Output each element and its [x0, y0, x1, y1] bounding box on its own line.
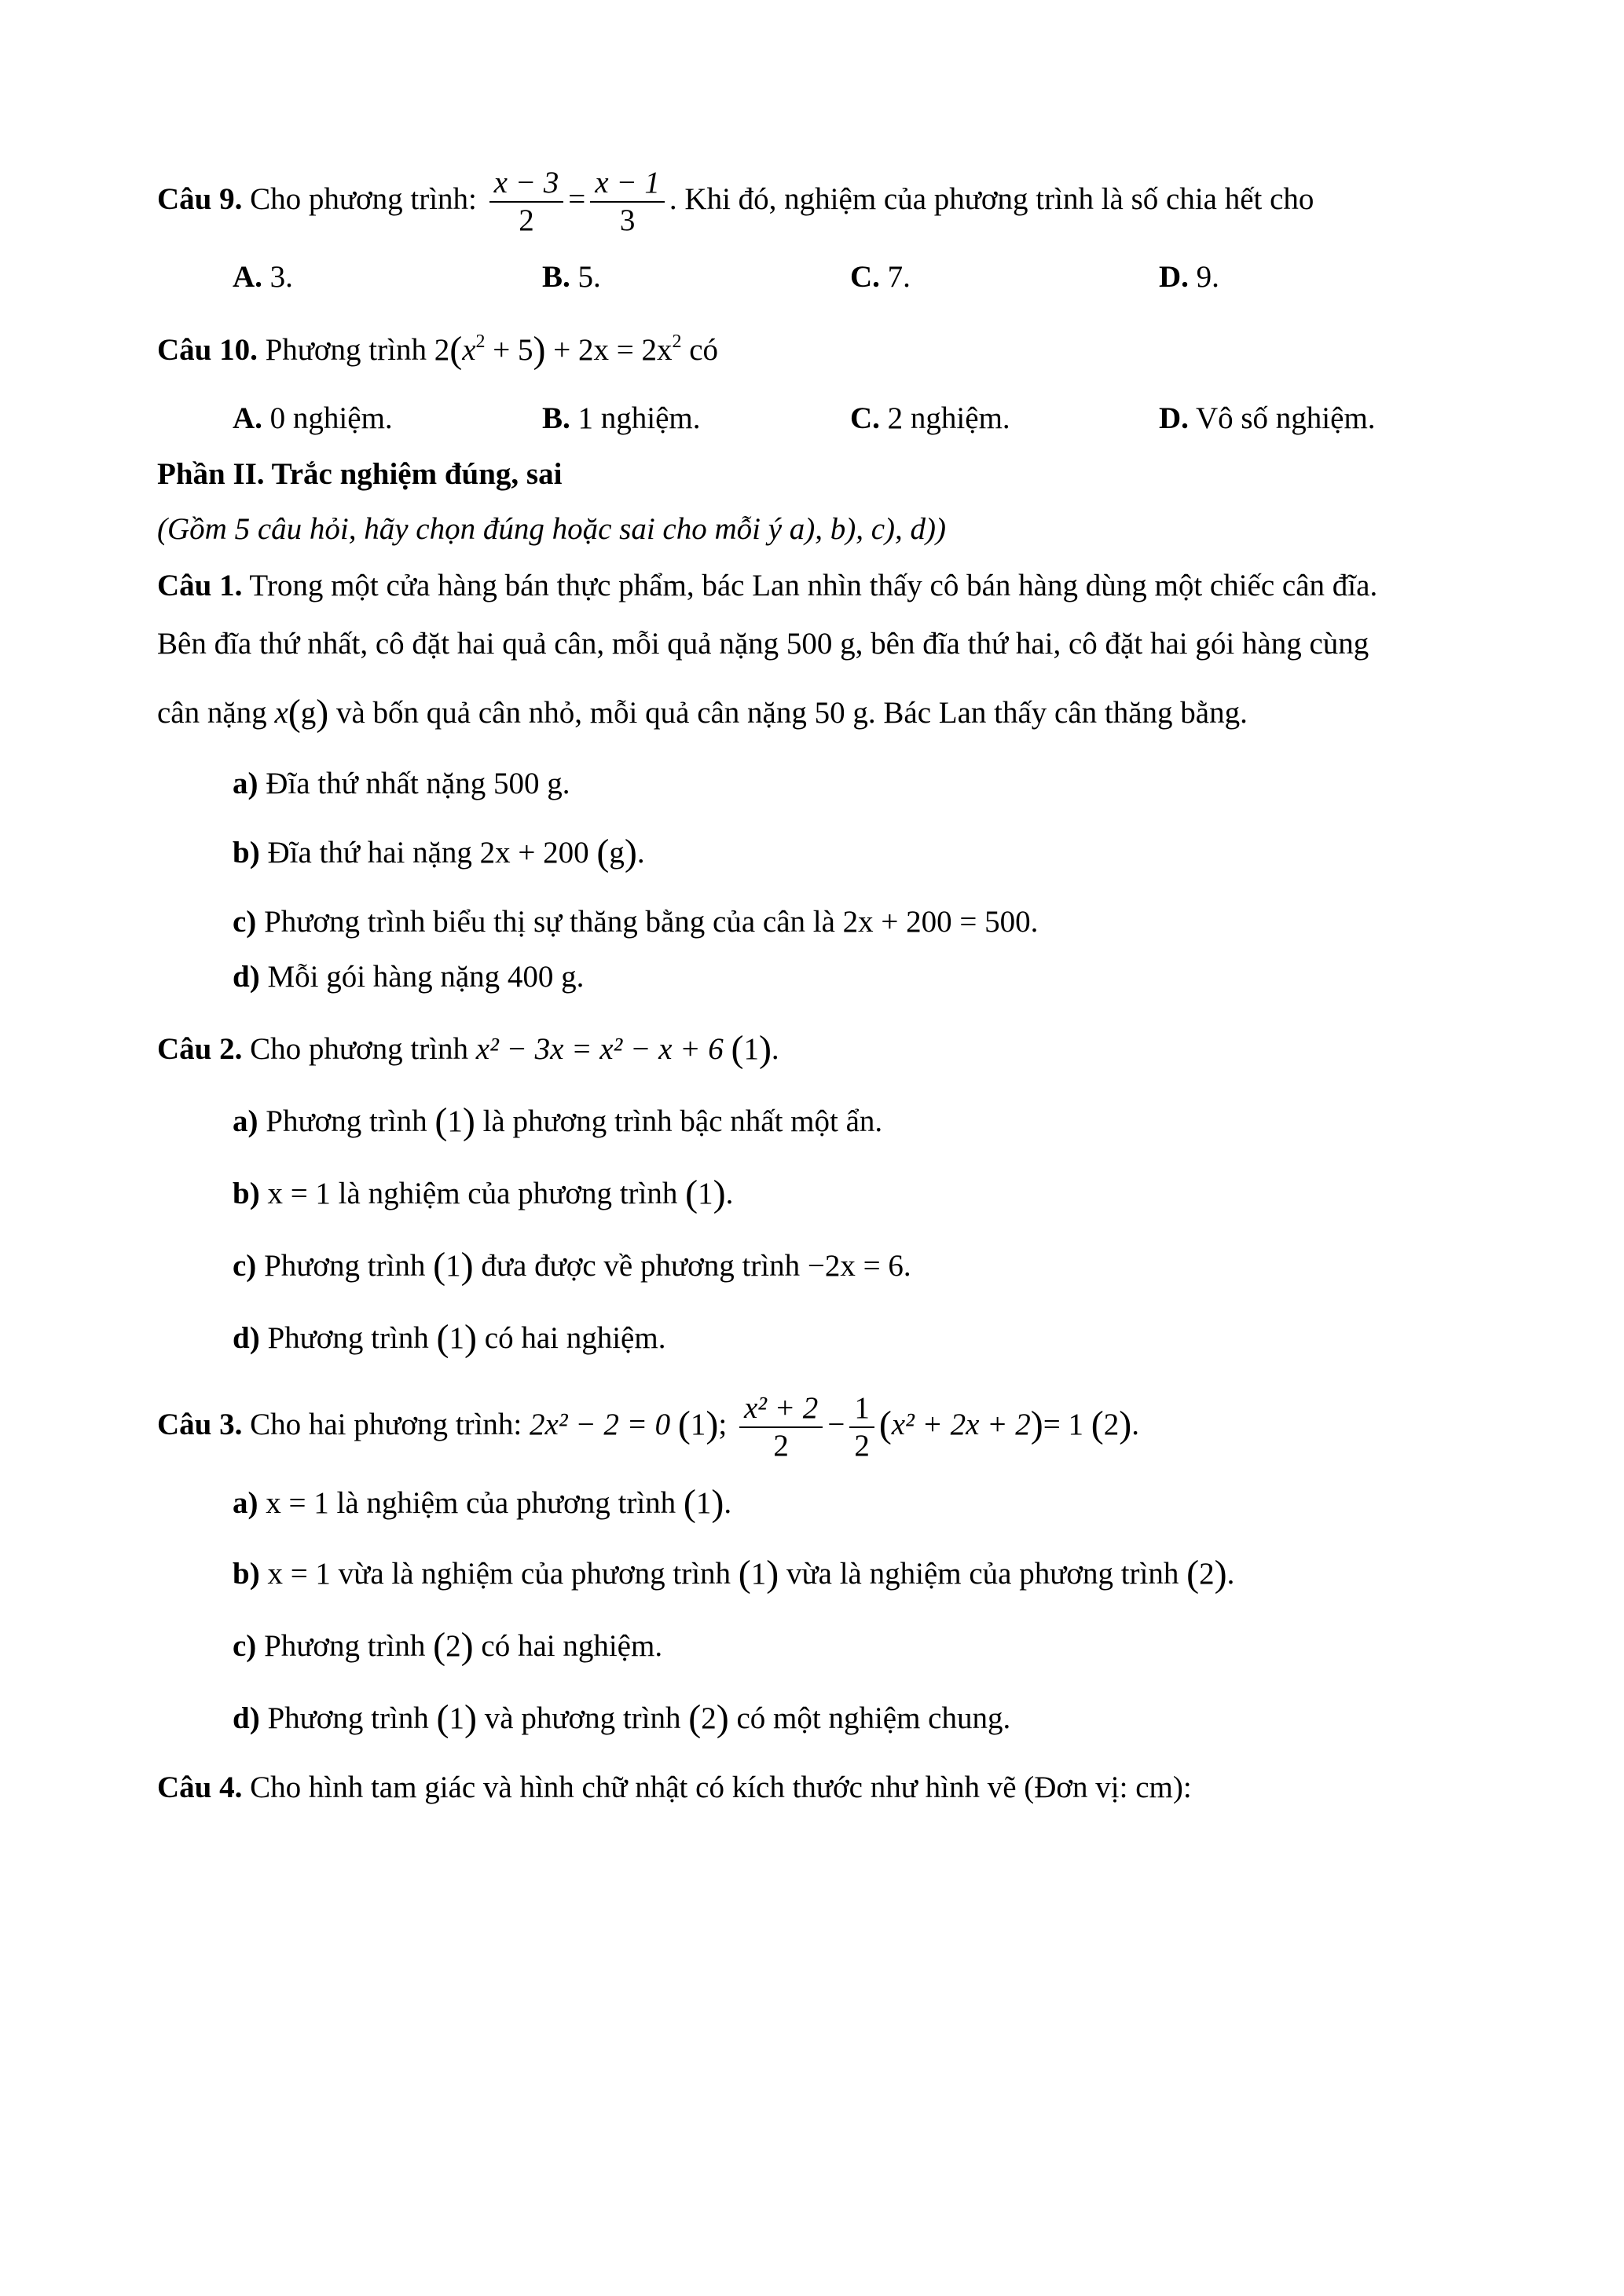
q9-label: Câu 9. — [157, 181, 243, 216]
c1-item-d: d) Mỗi gói hàng nặng 400 g. — [233, 960, 585, 994]
c1-line1: Câu 1. Trong một cửa hàng bán thực phẩm, bác Lan nhìn thấy cô bán hàng dùng một chiếc cân đĩa. — [157, 569, 1378, 602]
q9-option-a: A. 3. — [233, 260, 293, 294]
c3-item-b: b) x = 1 vừa là nghiệm của phương trình (1) vừa là nghiệm của phương trình (2). — [233, 1553, 1235, 1595]
c2-stem: Câu 2. Cho phương trình x² − 3x = x² − x + 6 (1). — [157, 1028, 779, 1070]
question-9: Câu 9. Cho phương trình: $\frac{x - 3}{2}$ = $\frac{x - 1}{3}$ . Khi đó, nghiệm của phương trình là số chia hết cho — [157, 166, 1314, 237]
c4-stem: Câu 4. Cho hình tam giác và hình chữ nhật có kích thước như hình vẽ (Đơn vị: cm): — [157, 1771, 1192, 1804]
q9-text-after: . Khi đó, nghiệm của phương trình là số chia hết cho — [669, 181, 1314, 216]
q10-option-b: B. 1 nghiệm. — [542, 401, 701, 435]
part-2-heading: Phần II. Trắc nghiệm đúng, sai — [157, 457, 563, 491]
q10-equation: $2(x^2 + 5) + 2x = 2x^2$ — [434, 329, 682, 371]
c3-item-a: a) x = 1 là nghiệm của phương trình (1). — [233, 1482, 732, 1524]
c2-item-d: d) Phương trình (1) có hai nghiệm. — [233, 1317, 666, 1359]
q9-text: Cho phương trình: — [250, 181, 477, 216]
c1-item-c: c) Phương trình biểu thị sự thăng bằng của cân là 2x + 200 = 500. — [233, 905, 1039, 939]
q9-option-c: C. 7. — [850, 260, 911, 294]
q9-option-b: B. 5. — [542, 260, 601, 294]
q10-label: Câu 10. — [157, 333, 258, 367]
c1-line3: cân nặng x(g) và bốn quả cân nhỏ, mỗi quả cân nặng 50 g. Bác Lan thấy cân thăng bằng. — [157, 692, 1248, 734]
c1-item-b: b) Đĩa thứ hai nặng 2x + 200 (g). — [233, 832, 645, 873]
q10-text: Phương trình — [265, 333, 427, 367]
c1-item-a: a) Đĩa thứ nhất nặng 500 g. — [233, 767, 570, 800]
q10-text-after: có — [689, 333, 719, 367]
c3-stem: Câu 3. Cho hai phương trình: 2x² − 2 = 0 (1); $\frac{\text{x² + 2}}{2}$ − $\frac{1}{2}$ (x² + 2x + 2)= 1 (2). — [157, 1391, 1139, 1463]
c3-item-c: c) Phương trình (2) có hai nghiệm. — [233, 1625, 663, 1667]
c3-half: $\frac{1}{2}$ — [849, 1390, 874, 1464]
q10-option-a: A. 0 nghiệm. — [233, 401, 393, 435]
c3-fraction: $\frac{\text{x² + 2}}{2}$ — [739, 1390, 823, 1464]
q9-option-d: D. 9. — [1159, 260, 1219, 294]
question-10 — [157, 331, 718, 369]
part-2-instructions: (Gồm 5 câu hỏi, hãy chọn đúng hoặc sai cho mỗi ý a), b), c), d)) — [157, 512, 947, 546]
q10-option-d: D. Vô số nghiệm. — [1159, 401, 1376, 435]
c2-item-a: a) Phương trình (1) là phương trình bậc nhất một ẩn. — [233, 1100, 883, 1142]
c2-item-b: b) x = 1 là nghiệm của phương trình (1). — [233, 1173, 734, 1214]
q9-fraction-1: $\frac{x - 3}{2}$ — [489, 165, 564, 239]
q10-option-c: C. 2 nghiệm. — [850, 401, 1010, 435]
c3-item-d: d) Phương trình (1) và phương trình (2) có một nghiệm chung. — [233, 1697, 1011, 1739]
c1-line2: Bên đĩa thứ nhất, cô đặt hai quả cân, mỗi quả nặng 500 g, bên đĩa thứ hai, cô đặt hai gói hàng cùng — [157, 627, 1369, 661]
q9-fraction-2: $\frac{x - 1}{3}$ — [590, 165, 665, 239]
c2-item-c: c) Phương trình (1) đưa được về phương trình −2x = 6. — [233, 1245, 911, 1287]
